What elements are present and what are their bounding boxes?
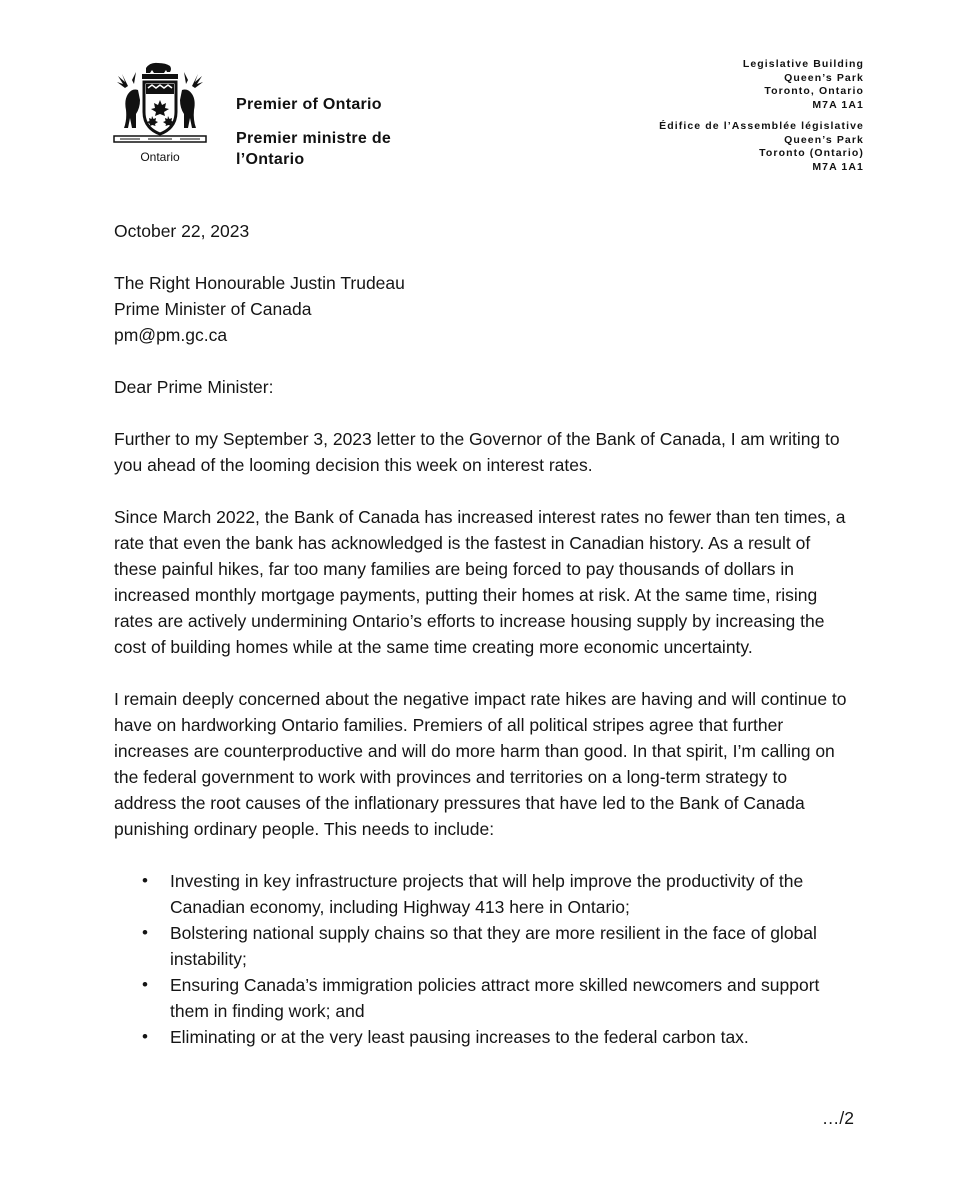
address-line: M7A 1A1 <box>812 98 864 111</box>
recipient-email: pm@pm.gc.ca <box>114 325 228 345</box>
title-french: Premier ministre de l’Ontario <box>236 130 392 168</box>
salutation: Dear Prime Minister: <box>114 377 274 397</box>
address-line-fr: Queen’s Park <box>784 133 864 146</box>
address-line: Toronto, Ontario <box>764 85 864 97</box>
bullet-icon: • <box>142 871 148 890</box>
address-line: Legislative Building <box>742 58 864 70</box>
title-english: Premier of Ontario <box>236 96 382 113</box>
address-line-fr: Toronto (Ontario) <box>759 147 864 159</box>
list-item <box>114 972 854 1024</box>
list-item <box>114 868 854 920</box>
ontario-crest-icon <box>108 60 212 148</box>
list-item <box>114 920 854 972</box>
bullet-icon: • <box>142 1027 148 1046</box>
recipient-title: Prime Minister of Canada <box>114 299 312 319</box>
bullet-icon: • <box>142 923 148 942</box>
address-line-fr: Édifice de l’Assemblée législative <box>659 120 864 132</box>
address-line: Queen’s Park <box>784 71 864 84</box>
request-list <box>114 868 854 1050</box>
recipient-block <box>114 270 854 348</box>
list-item-text: Eliminating or at the very least pausing increases to the federal carbon tax. <box>170 1027 749 1047</box>
page-continuation: …/2 <box>821 1108 854 1128</box>
letterhead-address <box>659 58 864 174</box>
paragraph: Further to my September 3, 2023 letter to the Governor of the Bank of Canada, I am writing to you ahead of the looming decision this week on interest rates. <box>114 429 840 475</box>
list-item-text: Investing in key infrastructure projects that will help improve the productivity of the Canadian economy, including Highway 413 here in Ontario; <box>170 871 804 917</box>
letter-date: October 22, 2023 <box>114 221 250 241</box>
paragraph: Since March 2022, the Bank of Canada has increased interest rates no fewer than ten times, a rate that even the bank has acknowledged is the fastest in Canadian history. As a result of these painful hikes, far too many families are being forced to pay thousands of dollars in increased monthly mortgage payments, putting their homes at risk. At the same time, rising rates are actively undermining Ontario’s efforts to increase housing supply by increasing the cost of building homes while at the same time creating more economic uncertainty. <box>114 507 846 657</box>
list-item-text: Bolstering national supply chains so that they are more resilient in the face of global instability; <box>170 923 817 969</box>
letterhead-title <box>236 96 416 170</box>
letter-body <box>114 218 854 1050</box>
address-line-fr: M7A 1A1 <box>812 160 864 173</box>
list-item-text: Ensuring Canada’s immigration policies attract more skilled newcomers and support them in finding work; and <box>170 975 820 1021</box>
crest-label: Ontario <box>140 150 180 164</box>
recipient-name: The Right Honourable Justin Trudeau <box>114 273 405 293</box>
bullet-icon: • <box>142 975 148 994</box>
paragraph: I remain deeply concerned about the negative impact rate hikes are having and will continue to have on hardworking Ontario families. Premiers of all political stripes agree that further increases are counterproductive and will do more harm than good. In that spirit, I’m calling on the federal government to work with provinces and territories on a long-term strategy to address the root causes of the inflationary pressures that have led to the Bank of Canada punishing ordinary people. This needs to include: <box>114 689 847 839</box>
list-item <box>114 1024 854 1050</box>
